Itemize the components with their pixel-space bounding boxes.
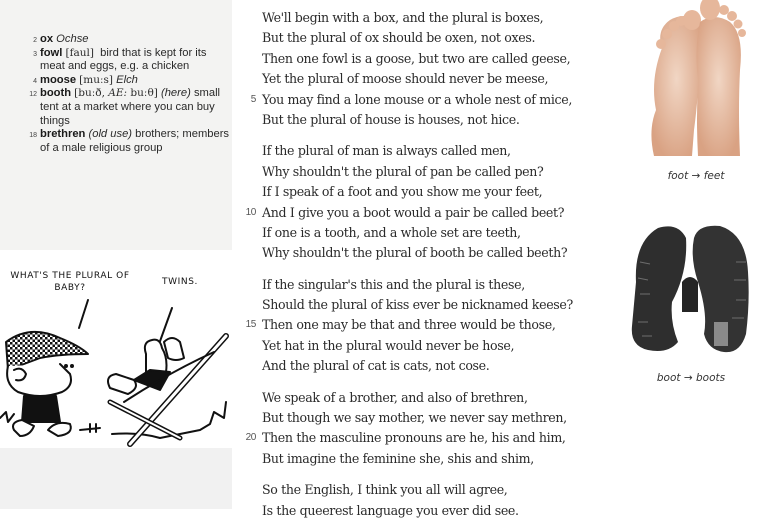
feet-caption: foot → feet	[667, 170, 725, 182]
line-ref: 2	[33, 37, 37, 44]
speech-right: TWINS.	[162, 277, 198, 287]
poem-line: If one is a tooth, and a whole set are teeth,	[262, 224, 521, 240]
poem-line: Yet hat in the plural would never be hose,	[262, 337, 515, 353]
glossary-word: brethren	[40, 128, 86, 141]
line-number: 15	[245, 319, 256, 331]
glossary-item-brethren	[30, 128, 230, 155]
line-ref: 4	[33, 77, 37, 85]
poem	[245, 8, 602, 532]
poem-line: We speak of a brother, and also of brethren,	[262, 389, 528, 405]
glossary-item-fowl	[30, 47, 230, 74]
stanza-4	[245, 388, 602, 470]
glossary-word: ox	[40, 33, 54, 45]
left-column	[0, 0, 232, 509]
feet-icon	[640, 0, 752, 158]
poem-line: So the English, I think you all will agree,	[262, 482, 508, 498]
poem-line: We'll begin with a box, and the plural is boxes,	[262, 10, 544, 25]
poem-line: 15 Then one may be that and three would be those,	[262, 315, 602, 335]
poem-line: Should the plural of kiss ever be nicknamed keese?	[262, 297, 573, 313]
line-number: 5	[250, 93, 256, 105]
glossary-item-ox	[30, 33, 230, 47]
line-ref: 3	[33, 50, 37, 58]
glossary-definition: small tent at a market where you can buy things	[40, 87, 221, 127]
poem-line: And the plural of cat is cats, not cose.	[262, 358, 490, 374]
bottom-panel	[0, 448, 232, 509]
line-ref: 12	[29, 91, 37, 99]
poem-line: Then one fowl is a goose, but two are called geese,	[262, 50, 571, 66]
poem-line: Why shouldn't the plural of booth be called beeth?	[262, 245, 568, 261]
poem-line: If the singular's this and the plural is these,	[262, 276, 525, 292]
line-ref: 18	[29, 132, 37, 140]
pronunciation: [faul]	[65, 46, 94, 59]
boots-caption: boot → boots	[656, 372, 726, 384]
boots-icon	[628, 222, 754, 354]
feet-photo	[640, 0, 752, 158]
usage-note: (here)	[160, 87, 191, 100]
glossary-word: booth	[40, 87, 72, 100]
stanza-2	[245, 141, 602, 263]
stanza-1	[250, 8, 602, 130]
glossary-word: moose	[40, 73, 77, 86]
poem-line: 20 Then the masculine pronouns are he, his and him,	[262, 428, 602, 448]
poem-line: If the plural of man is always called men,	[262, 143, 511, 159]
glossary-definition: brothers; members of a male religious group	[40, 128, 230, 154]
line-number: 20	[245, 432, 256, 444]
poem-line: But the plural of ox should be oxen, not oxes.	[262, 30, 536, 46]
glossary-definition: bird that is kept for its meat and eggs, e.g. a chicken	[40, 46, 207, 73]
glossary-item-booth	[30, 87, 230, 128]
poem-line: But imagine the feminine she, shis and shim,	[262, 450, 534, 466]
speech-left: WHAT'S THE PLURAL OF BABY?	[10, 271, 130, 293]
glossary-translation: Ochse	[56, 33, 89, 45]
stanza-3	[245, 275, 602, 377]
poem-line: If I speak of a foot and you show me your feet,	[262, 184, 543, 200]
poem-line: But though we say mother, we never say methren,	[262, 410, 567, 426]
glossary	[30, 33, 230, 155]
glossary-item-moose	[30, 74, 230, 88]
poem-line: 10 And I give you a boot would a pair be called beet?	[262, 203, 602, 223]
comic-drawing-icon	[0, 262, 232, 448]
pronunciation: [muːs]	[79, 73, 114, 86]
poem-line: Why shouldn't the plural of pan be called pen?	[262, 163, 544, 179]
glossary-translation: Elch	[116, 73, 138, 86]
poem-line: Yet the plural of moose should never be meese,	[262, 71, 549, 87]
poem-line: But the plural of house is houses, not hice.	[262, 111, 520, 127]
boots-photo	[628, 222, 754, 354]
pronunciation: [buːð, AE: buːθ]	[74, 87, 158, 100]
comic-strip	[0, 262, 232, 448]
usage-note: (old use)	[88, 128, 133, 141]
glossary-word: fowl	[40, 46, 63, 59]
poem-line: 5 You may find a lone mouse or a whole nest of mice,	[262, 90, 602, 110]
line-number: 10	[245, 206, 256, 218]
poem-line: Is the queerest language you ever did see.	[262, 502, 519, 518]
stanza-5	[262, 480, 602, 521]
